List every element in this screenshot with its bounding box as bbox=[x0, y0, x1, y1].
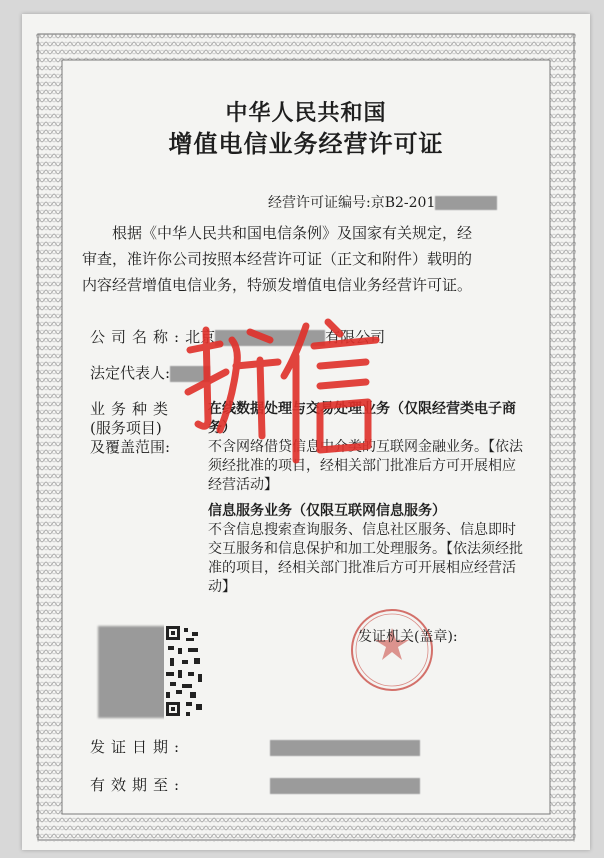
issue-date-label: 发证日期: bbox=[90, 738, 186, 756]
intro-line3: 内容经营增值电信业务，特颁发增值电信业务经营许可证。 bbox=[82, 276, 473, 294]
issue-date-row bbox=[90, 736, 420, 757]
scope2-head: 信息服务业务（仅限互联网信息服务） bbox=[208, 503, 446, 519]
handwritten-watermark bbox=[180, 310, 390, 480]
license-label: 经营许可证编号: bbox=[268, 195, 371, 211]
company-label: 公司名称: bbox=[90, 328, 186, 346]
redacted-issue-date bbox=[270, 740, 420, 756]
company-prefix: 北京 bbox=[185, 328, 216, 346]
title-line1: 中华人民共和国 bbox=[225, 100, 387, 126]
issuer-label: 发证机关(盖章): bbox=[358, 629, 458, 645]
license-number bbox=[268, 192, 497, 212]
license-prefix: 京B2-201 bbox=[370, 195, 436, 211]
scope-label-line2: (服务项目) bbox=[90, 419, 162, 437]
official-seal bbox=[340, 606, 440, 696]
qr-code-icon bbox=[164, 624, 206, 720]
valid-label: 有效期至: bbox=[90, 776, 186, 794]
certificate-page bbox=[22, 14, 590, 850]
scope1-body: 不含网络借贷信息中介类的互联网金融业务。【依法须经批准的项目，经相关部门批准后方可开展相应经营活动】 bbox=[208, 439, 523, 493]
scope-label bbox=[90, 400, 174, 457]
scope-label-line3: 及覆盖范围: bbox=[90, 438, 171, 456]
redacted-license bbox=[435, 196, 497, 210]
valid-row bbox=[90, 774, 420, 795]
redacted-valid-date bbox=[270, 778, 420, 794]
scope2-body: 不含信息搜索查询服务、信息社区服务、信息即时交互服务和信息保护和加工处理服务。【依法须经批准的项目，经相关部门批准后方可开展相应经营活动】 bbox=[208, 522, 523, 595]
company-suffix: 有限公司 bbox=[325, 328, 386, 346]
intro-line1: 根据《中华人民共和国电信条例》及国家有关规定，经 bbox=[112, 224, 473, 242]
scope-label-line1: 业务种类 bbox=[90, 400, 175, 418]
scope-item-2 bbox=[208, 502, 524, 597]
title-line2: 增值电信业务经营许可证 bbox=[168, 129, 444, 158]
intro-line2: 审查，准许你公司按照本经营许可证（正文和附件）载明的 bbox=[82, 250, 473, 268]
rep-label: 法定代表人: bbox=[90, 364, 171, 382]
scope1-head: 在线数据处理与交易处理业务（仅限经营类电子商务） bbox=[208, 401, 516, 436]
intro-paragraph bbox=[82, 220, 552, 298]
